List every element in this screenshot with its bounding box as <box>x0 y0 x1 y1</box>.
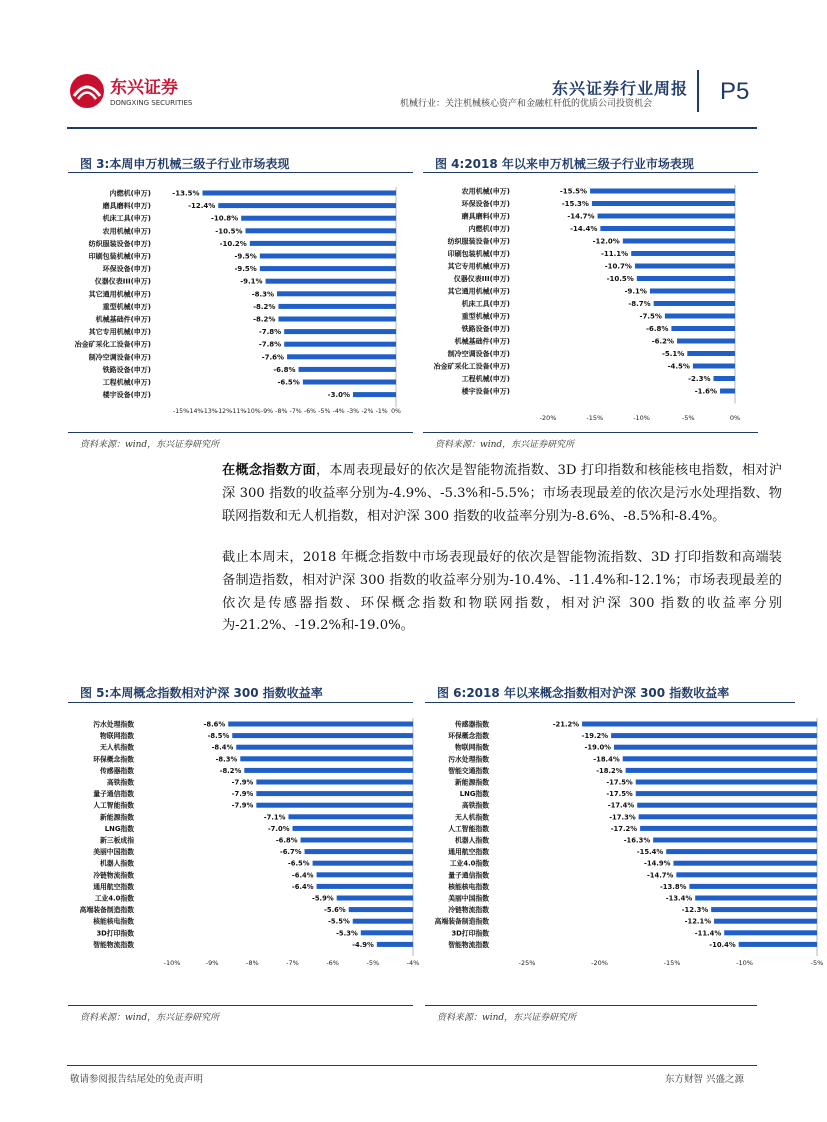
footer-rule <box>67 1065 757 1066</box>
chart-tick-label: -4% <box>406 959 420 967</box>
chart-bar <box>635 264 735 269</box>
chart-data-label: -7.9% <box>231 790 254 799</box>
paragraph-1-text: ，本周表现最好的依次是智能物流指数、3D 打印指数和核能核电指数，相对沪深 300 指数的收益率分别为-4.9%、-5.3%和-5.5%；市场表现最差的依次是污水处理指数、物联网指数和无人机指数，相对沪深 300 指数的收益率分别为-8.6%、-8.5%和-8.4%。 <box>222 463 783 524</box>
chart-category-label: 人工智能指数 <box>93 801 134 810</box>
page-number: P5 <box>720 78 750 105</box>
chart-data-label: -4.5% <box>667 362 690 371</box>
chart-data-label: -7.9% <box>231 801 254 810</box>
chart-category-label: 传感器指数 <box>455 720 489 729</box>
chart-data-label: -10.5% <box>215 227 243 236</box>
chart-bar <box>301 838 413 843</box>
chart-bar <box>260 266 396 271</box>
chart-category-label: 工程机械(申万) <box>102 378 151 387</box>
chart-category-label: 通用航空指数 <box>448 848 489 857</box>
chart-data-label: -8.7% <box>628 300 651 308</box>
chart-tick-label: -5% <box>366 959 380 967</box>
chart-bar <box>241 216 396 221</box>
fig6-source: 资料来源：wind，东兴证券研究所 <box>437 1013 577 1023</box>
chart-category-label: 物联网指数 <box>100 732 134 741</box>
chart-bar <box>305 849 413 854</box>
chart-tick-label: -6% <box>303 408 317 415</box>
chart-data-label: -13.8% <box>659 882 687 891</box>
chart-tick-label: -10% <box>633 414 650 422</box>
chart-data-label: -6.2% <box>651 337 675 346</box>
body-paragraph-1 <box>222 460 782 528</box>
chart-data-label: -5.1% <box>661 350 685 358</box>
chart-bar <box>353 392 396 397</box>
chart-category-label: 美丽中国指数 <box>448 894 489 903</box>
chart-category-label: 环保概念指数 <box>448 732 489 741</box>
fig4-source-rule <box>423 432 758 433</box>
chart-category-label: 物联网指数 <box>455 743 489 752</box>
body-paragraph-2: 截止本周末，2018 年概念指数中市场表现最好的依次是智能物流指数、3D 打印指数和高端装备制造指数，相对沪深 300 指数的收益率分别为-10.4%、-11.4%和-12.1%；市场表现最差的依次是传感器指数、环保概念指数和物联网指数，相对沪深 300 指数的收益率分别为-21.2%、-19.2%和-19.0%。 <box>222 550 782 634</box>
chart-tick-label: -4% <box>332 408 345 415</box>
chart-category-label: 重型机械(申万) <box>102 302 151 311</box>
chart-data-label: -17.5% <box>606 790 633 799</box>
chart-category-label: 环保设备(申万) <box>461 200 510 208</box>
chart-tick-label: -14% <box>187 408 204 415</box>
chart-bar <box>714 919 817 924</box>
chart-tick-label: -6% <box>326 959 340 967</box>
chart-data-label: -6.4% <box>291 871 314 880</box>
chart-bar <box>278 317 396 322</box>
chart-data-label: -7.6% <box>261 353 285 362</box>
fig6-title-rule <box>425 702 795 703</box>
chart-data-label: -18.2% <box>596 766 623 775</box>
chart-bar <box>611 733 817 738</box>
chart-category-label: 污水处理指数 <box>93 720 134 729</box>
chart-tick-label: -10% <box>163 959 181 967</box>
chart-tick-label: -5% <box>810 959 824 967</box>
chart-bar <box>650 289 735 294</box>
chart-category-label: 纺织服装设备(申万) <box>447 237 510 246</box>
chart-data-label: -2.3% <box>688 375 711 383</box>
chart-bar <box>637 803 817 808</box>
chart-category-label: 冶金矿采化工设备(申万) <box>74 340 151 349</box>
chart-bar <box>654 301 735 306</box>
chart-bar <box>636 791 817 796</box>
header-rule <box>67 127 757 129</box>
paragraph-lead: 在概念指数方面 <box>222 463 316 478</box>
chart-data-label: -18.4% <box>593 755 620 764</box>
chart-bar <box>582 722 817 727</box>
chart-data-label: -8.2% <box>253 315 276 324</box>
chart-tick-label: -13% <box>201 408 218 415</box>
chart-data-label: -9.1% <box>240 277 263 286</box>
chart-bar <box>303 380 396 385</box>
chart-data-label: -8.2% <box>219 766 242 775</box>
chart-category-label: 磨具磨料(申万) <box>102 202 151 211</box>
chart-data-label: -8.3% <box>215 755 238 764</box>
chart-bar <box>287 354 396 359</box>
chart-bar <box>278 304 396 309</box>
chart-category-label: 工程机械(申万) <box>461 375 510 383</box>
fig5-source: 资料来源：wind，东兴证券研究所 <box>80 1013 220 1023</box>
fig3-title: 图 3:本周申万机械三级子行业市场表现 <box>80 157 290 171</box>
chart-bar <box>218 203 396 208</box>
fig3-title-rule <box>68 172 413 173</box>
chart-data-label: -7.8% <box>258 340 282 349</box>
chart-data-label: -5.6% <box>324 906 346 915</box>
chart-data-label: -8.6% <box>203 720 226 729</box>
chart-category-label: 机械基础件(申万) <box>454 337 510 346</box>
chart-data-label: -10.7% <box>604 262 632 271</box>
chart-bar <box>361 930 413 935</box>
chart-tick-label: -9% <box>205 959 219 967</box>
chart-category-label: 其它专用机械(申万) <box>88 328 151 337</box>
chart-bar <box>693 364 735 369</box>
chart-category-label: 核能核电指数 <box>448 882 489 891</box>
chart-data-label: -14.7% <box>646 871 674 880</box>
chart-bar <box>232 733 413 738</box>
chart-category-label: 通用航空指数 <box>93 882 134 891</box>
chart-category-label: 冷链物流指数 <box>93 871 134 880</box>
chart-data-label: -7.1% <box>263 813 286 822</box>
chart-data-label: -17.2% <box>610 824 638 833</box>
chart-data-label: -7.5% <box>639 312 662 321</box>
chart-tick-label: -20% <box>591 959 608 967</box>
chart-category-label: 环保设备(申万) <box>102 265 151 274</box>
chart-tick-label: -12% <box>216 408 232 415</box>
chart-category-label: 工业4.0指数 <box>449 859 489 868</box>
chart-category-label: 污水处理指数 <box>448 755 489 764</box>
chart-category-label: 机器人指数 <box>455 836 489 845</box>
chart-tick-label: -5% <box>318 408 331 415</box>
chart-category-label: 冶金矿采化工设备(申万) <box>433 362 510 371</box>
chart-category-label: 传感器指数 <box>100 766 134 775</box>
chart-bar <box>687 351 735 356</box>
chart-tick-label: -7% <box>286 959 299 967</box>
chart-bar <box>666 849 817 854</box>
fig5-chart <box>68 706 420 974</box>
chart-bar <box>256 803 413 808</box>
chart-category-label: 铁路设备(申万) <box>102 365 151 374</box>
chart-category-label: 人工智能指数 <box>448 824 489 833</box>
fig4-title: 图 4:2018 年以来申万机械三级子行业市场表现 <box>435 157 694 171</box>
chart-category-label: 重型机械(申万) <box>461 312 510 321</box>
chart-data-label: -15.3% <box>561 200 589 208</box>
chart-bar <box>349 907 413 912</box>
chart-category-label: 3D打印指数 <box>451 929 489 938</box>
chart-tick-label: -3% <box>346 408 360 415</box>
chart-bar <box>313 861 413 866</box>
chart-tick-label: -5% <box>681 414 695 422</box>
chart-tick-label: 0% <box>729 414 741 422</box>
fig3-source-rule <box>68 432 413 433</box>
chart-data-label: -9.5% <box>234 265 257 274</box>
chart-bar <box>711 907 817 912</box>
chart-tick-label: -10% <box>244 408 261 415</box>
chart-data-label: -12.4% <box>188 202 216 211</box>
chart-data-label: -6.7% <box>279 848 302 857</box>
chart-category-label: 工业4.0指数 <box>94 894 134 903</box>
chart-bar <box>677 339 735 344</box>
chart-data-label: -6.4% <box>291 882 314 891</box>
chart-bar <box>600 226 735 231</box>
chart-bar <box>337 896 413 901</box>
chart-data-label: -8.5% <box>207 732 230 741</box>
fig4-source: 资料来源：wind，东兴证券研究所 <box>435 440 575 450</box>
chart-data-label: -11.4% <box>694 929 722 938</box>
chart-category-label: 高铁指数 <box>461 801 489 810</box>
chart-bar <box>739 942 817 947</box>
fig6-chart <box>425 706 825 974</box>
chart-bar <box>637 276 735 281</box>
chart-tick-label: -7% <box>289 408 302 415</box>
chart-category-label: 印刷包装机械(申万) <box>88 252 151 261</box>
chart-category-label: 冷链物流指数 <box>448 906 489 915</box>
chart-category-label: 环保概念指数 <box>93 755 134 764</box>
company-logo <box>68 72 198 112</box>
chart-bar <box>203 191 397 196</box>
chart-category-label: 其它通用机械(申万) <box>88 290 151 299</box>
chart-category-label: 量子通信指数 <box>93 790 134 799</box>
chart-data-label: -3.0% <box>327 391 350 400</box>
chart-bar <box>317 872 413 877</box>
fig6-title: 图 6:2018 年以来概念指数相对沪深 300 指数收益率 <box>437 686 730 700</box>
chart-category-label: 铁路设备(申万) <box>461 325 510 333</box>
chart-data-label: -13.5% <box>172 189 200 198</box>
chart-bar <box>671 326 735 331</box>
chart-category-label: 制冷空调设备(申万) <box>88 353 151 362</box>
chart-data-label: -11.1% <box>601 250 629 258</box>
chart-tick-label: -15% <box>586 414 604 422</box>
chart-data-label: -21.2% <box>552 720 580 729</box>
chart-data-label: -9.1% <box>624 287 647 296</box>
chart-category-label: 农用机械(申万) <box>461 187 510 196</box>
fig3-source: 资料来源：wind，东兴证券研究所 <box>80 440 220 450</box>
fig5-title-rule <box>68 702 413 703</box>
chart-data-label: -6.5% <box>277 378 300 387</box>
chart-data-label: -8.2% <box>253 302 276 311</box>
chart-category-label: 仪器仪表III(申万) <box>94 277 151 286</box>
chart-data-label: -7.8% <box>258 328 282 337</box>
chart-data-label: -6.8% <box>273 365 296 374</box>
chart-bar <box>695 896 817 901</box>
fig5-title: 图 5:本周概念指数相对沪深 300 指数收益率 <box>80 686 323 700</box>
chart-bar <box>317 884 413 889</box>
chart-data-label: -12.3% <box>681 906 709 915</box>
chart-bar <box>260 254 396 259</box>
chart-category-label: 制冷空调设备(申万) <box>447 350 510 358</box>
chart-data-label: -8.4% <box>211 743 234 752</box>
fig6-source-rule <box>425 1005 757 1006</box>
chart-data-label: -10.4% <box>709 940 736 949</box>
chart-data-label: -15.4% <box>636 848 664 857</box>
fig5-source-rule <box>68 1005 413 1006</box>
company-logo-graphic <box>68 72 198 112</box>
chart-category-label: 新能源指数 <box>100 813 134 822</box>
chart-data-label: -10.8% <box>210 214 239 223</box>
chart-category-label: 内燃机(申万) <box>109 189 151 198</box>
chart-category-label: 美丽中国指数 <box>93 848 134 857</box>
chart-category-label: 农用机械(申万) <box>102 227 151 236</box>
chart-bar <box>665 314 735 319</box>
chart-tick-label: -20% <box>539 414 557 422</box>
chart-bar <box>640 826 817 831</box>
chart-data-label: -19.0% <box>584 743 611 752</box>
chart-category-label: 磨具磨料(申万) <box>461 212 510 221</box>
chart-data-label: -16.3% <box>623 836 651 845</box>
chart-data-label: -14.9% <box>644 859 671 868</box>
chart-data-label: -5.5% <box>328 917 350 926</box>
chart-data-label: -17.5% <box>606 778 633 787</box>
chart-category-label: 机床工具(申万) <box>461 300 510 308</box>
chart-bar <box>256 780 413 785</box>
chart-tick-label: -1% <box>375 408 388 415</box>
chart-bar <box>631 251 735 256</box>
chart-data-label: -7.0% <box>267 824 290 833</box>
chart-data-label: -14.4% <box>570 225 598 233</box>
chart-bar <box>377 942 413 947</box>
chart-bar <box>236 745 413 750</box>
header-divider <box>697 70 699 112</box>
logo-subtext: DONGXING SECURITIES <box>110 99 193 107</box>
chart-bar <box>277 291 396 296</box>
chart-category-label: 楼宇设备(申万) <box>102 391 151 400</box>
chart-bar <box>266 279 396 284</box>
chart-bar <box>293 826 414 831</box>
chart-data-label: -5.3% <box>336 929 358 938</box>
chart-data-label: -13.4% <box>665 894 693 903</box>
chart-category-label: 智能物流指数 <box>448 940 489 949</box>
chart-bar <box>592 201 735 206</box>
chart-bar <box>299 367 396 372</box>
report-subtitle: 机械行业：关注机械核心资产和金融杠杆低的优质公司投资机会 <box>400 99 653 109</box>
footer-slogan: 东方财智 兴盛之源 <box>665 1074 745 1085</box>
chart-tick-label: -11% <box>230 408 247 415</box>
chart-bar <box>653 838 817 843</box>
chart-category-label: 无人机指数 <box>455 813 489 822</box>
chart-tick-label: -15% <box>663 959 681 967</box>
chart-data-label: -17.3% <box>609 813 636 822</box>
chart-data-label: -17.4% <box>607 801 635 810</box>
chart-data-label: -12.1% <box>684 917 712 926</box>
chart-data-label: -6.5% <box>287 859 310 868</box>
chart-category-label: 智能物流指数 <box>93 940 134 949</box>
chart-category-label: 仪器仪表III(申万) <box>453 275 510 283</box>
chart-bar <box>250 241 396 246</box>
chart-bar <box>676 872 817 877</box>
chart-bar <box>614 745 817 750</box>
chart-category-label: 纺织服装设备(申万) <box>88 239 151 248</box>
report-title: 东兴证券行业周报 <box>552 79 689 98</box>
fig3-chart <box>68 176 413 424</box>
chart-bar <box>689 884 817 889</box>
chart-bar <box>720 389 735 394</box>
chart-category-label: 其它专用机械(申万) <box>447 262 510 271</box>
chart-bar <box>639 814 817 819</box>
chart-category-label: 无人机指数 <box>100 743 134 752</box>
chart-bar <box>284 342 396 347</box>
chart-category-label: 新能源指数 <box>455 778 489 787</box>
logo-text: 东兴证券 <box>110 78 178 98</box>
chart-category-label: 高端装备制造指数 <box>434 917 489 926</box>
fig4-title-rule <box>423 172 758 173</box>
chart-bar <box>713 376 735 381</box>
chart-bar <box>240 756 413 761</box>
chart-tick-label: -25% <box>518 959 536 967</box>
chart-category-label: 高端装备制造指数 <box>79 906 134 915</box>
chart-tick-label: -10% <box>736 959 753 967</box>
chart-tick-label: -9% <box>260 408 274 415</box>
chart-category-label: 新三板成指 <box>100 836 134 845</box>
chart-bar <box>288 814 413 819</box>
chart-tick-label: -8% <box>245 959 259 967</box>
chart-bar <box>623 239 735 244</box>
chart-bar <box>590 189 735 194</box>
chart-data-label: -1.6% <box>694 387 718 396</box>
chart-bar <box>246 228 397 233</box>
chart-bar <box>228 722 413 727</box>
chart-bar <box>626 768 817 773</box>
chart-data-label: -5.9% <box>312 894 334 903</box>
chart-category-label: 量子通信指数 <box>448 871 489 880</box>
chart-tick-label: 0% <box>391 408 401 415</box>
chart-category-label: 其它通用机械(申万) <box>447 287 510 296</box>
chart-bar <box>353 919 413 924</box>
chart-tick-label: -2% <box>361 408 374 415</box>
chart-category-label: LNG指数 <box>459 790 489 799</box>
chart-bar <box>256 791 413 796</box>
chart-category-label: 机械基础件(申万) <box>95 315 151 324</box>
chart-data-label: -15.5% <box>559 187 588 196</box>
chart-category-label: 高铁指数 <box>106 778 134 787</box>
chart-data-label: -9.5% <box>234 252 257 261</box>
chart-data-label: -6.8% <box>646 325 669 333</box>
chart-data-label: -19.2% <box>581 732 609 741</box>
chart-category-label: 内燃机(申万) <box>468 225 510 233</box>
chart-bar <box>636 780 817 785</box>
footer-disclaimer: 敬请参阅报告结尾处的免责声明 <box>70 1074 204 1085</box>
chart-category-label: LNG指数 <box>104 824 134 833</box>
chart-bar <box>623 756 817 761</box>
chart-data-label: -10.5% <box>606 275 634 283</box>
chart-bar <box>244 768 413 773</box>
chart-category-label: 机器人指数 <box>100 859 134 868</box>
chart-data-label: -6.8% <box>275 836 298 845</box>
chart-data-label: -14.7% <box>567 212 595 221</box>
chart-data-label: -10.2% <box>219 239 247 248</box>
chart-bar <box>673 861 817 866</box>
chart-category-label: 智能交通指数 <box>448 766 489 775</box>
chart-tick-label: -15% <box>173 408 189 415</box>
chart-category-label: 3D打印指数 <box>96 929 134 938</box>
chart-bar <box>598 214 735 219</box>
chart-tick-label: -8% <box>275 408 288 415</box>
chart-data-label: -4.9% <box>352 940 374 949</box>
chart-bar <box>724 930 817 935</box>
chart-bar <box>284 329 396 334</box>
chart-category-label: 楼宇设备(申万) <box>461 387 510 396</box>
chart-category-label: 机床工具(申万) <box>102 214 151 223</box>
chart-data-label: -12.0% <box>592 237 620 246</box>
chart-category-label: 印刷包装机械(申万) <box>447 250 510 258</box>
chart-data-label: -7.9% <box>231 778 254 787</box>
chart-data-label: -8.3% <box>251 290 275 299</box>
chart-category-label: 核能核电指数 <box>93 917 134 926</box>
fig4-chart <box>423 176 758 424</box>
